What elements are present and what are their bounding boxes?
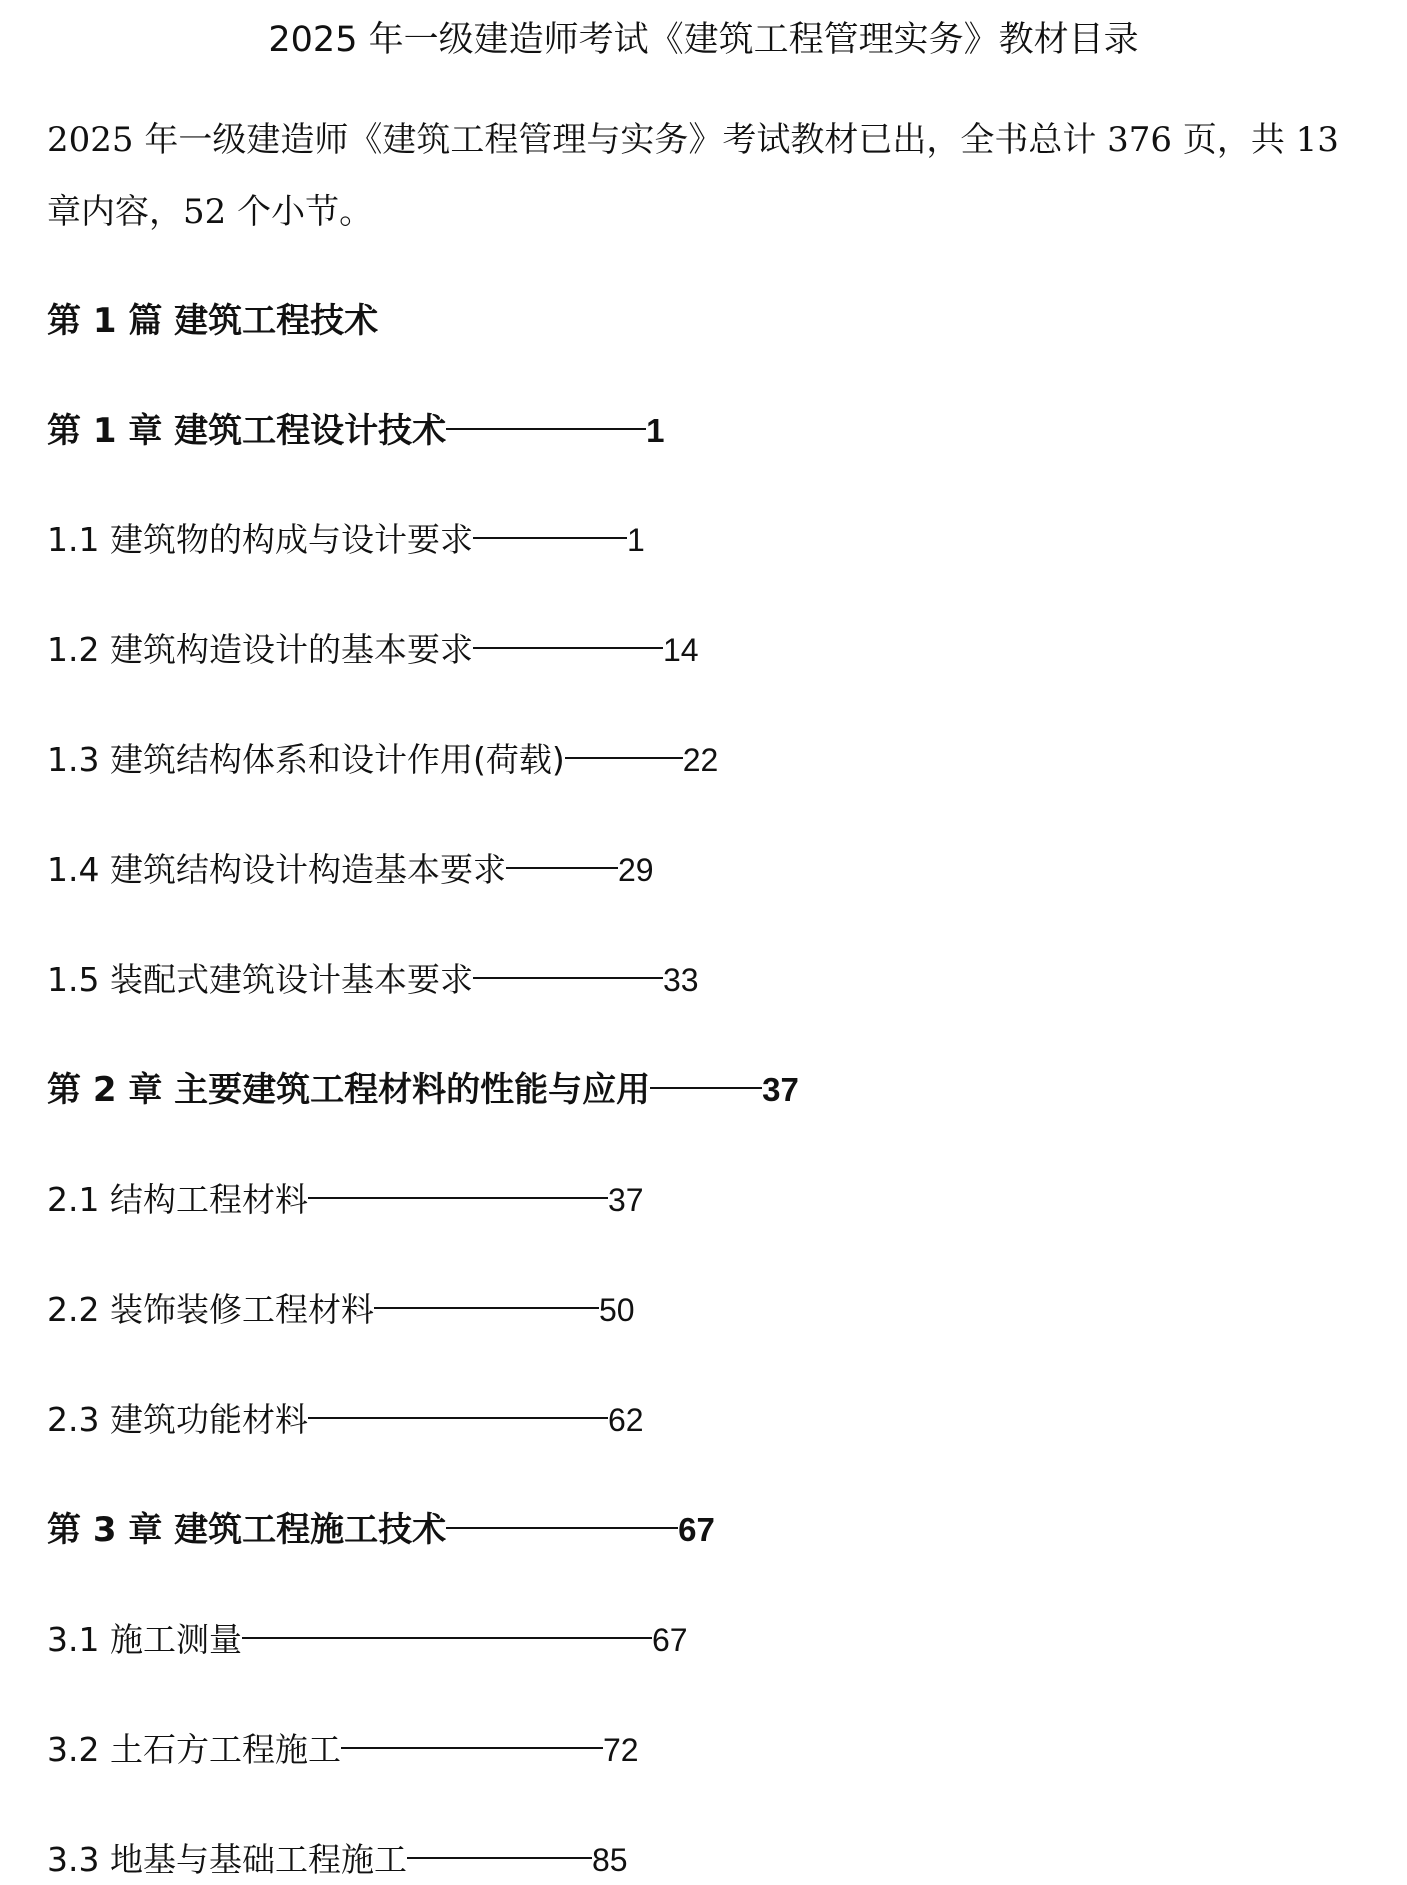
toc-section-title: 3.3 地基与基础工程施工 — [47, 1839, 407, 1879]
toc-page-number: 33 — [662, 961, 699, 998]
toc-section-2-1 — [47, 1174, 644, 1224]
toc-chapter-title: 第 2 章 主要建筑工程材料的性能与应用 — [47, 1069, 651, 1110]
toc-leader-line — [473, 537, 627, 539]
toc-section-title: 2.3 建筑功能材料 — [47, 1399, 308, 1439]
toc-page-number: 14 — [662, 631, 699, 668]
toc-section-2-3 — [47, 1394, 644, 1444]
toc-page-number: 67 — [651, 1621, 688, 1658]
toc-leader-line — [341, 1747, 603, 1749]
toc-section-title: 1.5 装配式建筑设计基本要求 — [47, 959, 473, 999]
toc-leader-line — [506, 867, 618, 869]
toc-leader-line — [374, 1307, 599, 1309]
toc-leader-line — [473, 647, 663, 649]
toc-section-3-3 — [47, 1834, 628, 1884]
toc-page-number: 72 — [602, 1731, 639, 1768]
toc-page-number: 67 — [678, 1510, 715, 1548]
toc-section-2-2 — [47, 1284, 635, 1334]
toc-section-1-5 — [47, 954, 699, 1004]
toc-page-number: 37 — [762, 1070, 799, 1108]
toc-section-3-2 — [47, 1724, 639, 1774]
toc-leader-line — [242, 1637, 652, 1639]
toc-page-number: 22 — [682, 741, 719, 778]
toc-leader-line — [565, 757, 683, 759]
toc-page-number: 29 — [617, 851, 654, 888]
toc-chapter-title: 第 3 章 建筑工程施工技术 — [47, 1509, 447, 1550]
toc-leader-line — [473, 977, 663, 979]
toc-page-number: 50 — [598, 1291, 635, 1328]
toc-part-1 — [47, 295, 378, 345]
toc-section-1-4 — [47, 844, 654, 894]
toc-page-number: 1 — [646, 411, 665, 449]
toc-section-title: 2.1 结构工程材料 — [47, 1179, 308, 1219]
toc-leader-line — [308, 1197, 608, 1199]
toc-section-1-3 — [47, 734, 718, 784]
toc-leader-line — [446, 1527, 678, 1529]
toc-section-title: 3.2 土石方工程施工 — [47, 1729, 341, 1769]
toc-section-title: 1.1 建筑物的构成与设计要求 — [47, 519, 473, 559]
toc-chapter-title: 第 1 章 建筑工程设计技术 — [47, 410, 447, 451]
toc-section-title: 1.2 建筑构造设计的基本要求 — [47, 629, 473, 669]
toc-section-title: 2.2 装饰装修工程材料 — [47, 1289, 374, 1329]
toc-leader-line — [407, 1857, 592, 1859]
document-title: 2025 年一级建造师考试《建筑工程管理实务》教材目录 — [268, 20, 1139, 60]
toc-page-number: 85 — [591, 1841, 628, 1878]
toc-chapter-1 — [47, 405, 665, 455]
toc-section-3-1 — [47, 1614, 688, 1664]
toc-leader-line — [308, 1417, 608, 1419]
toc-page-number: 1 — [626, 521, 645, 558]
toc-leader-line — [650, 1087, 762, 1089]
toc-page-number: 62 — [607, 1401, 644, 1438]
toc-chapter-3 — [47, 1504, 715, 1554]
toc-leader-line — [446, 428, 646, 430]
toc-section-title: 3.1 施工测量 — [47, 1619, 242, 1659]
toc-chapter-2 — [47, 1064, 799, 1114]
toc-section-title: 1.4 建筑结构设计构造基本要求 — [47, 849, 506, 889]
toc-section-1-2 — [47, 624, 699, 674]
toc-section-1-1 — [47, 514, 645, 564]
toc-part-title: 第 1 篇 建筑工程技术 — [47, 300, 379, 341]
toc-section-title: 1.3 建筑结构体系和设计作用(荷载) — [47, 739, 565, 779]
intro-paragraph: 2025 年一级建造师《建筑工程管理与实务》考试教材已出，全书总计 376 页，共 13 章内容，52 个小节。 — [47, 120, 1339, 232]
toc-page-number: 37 — [607, 1181, 644, 1218]
